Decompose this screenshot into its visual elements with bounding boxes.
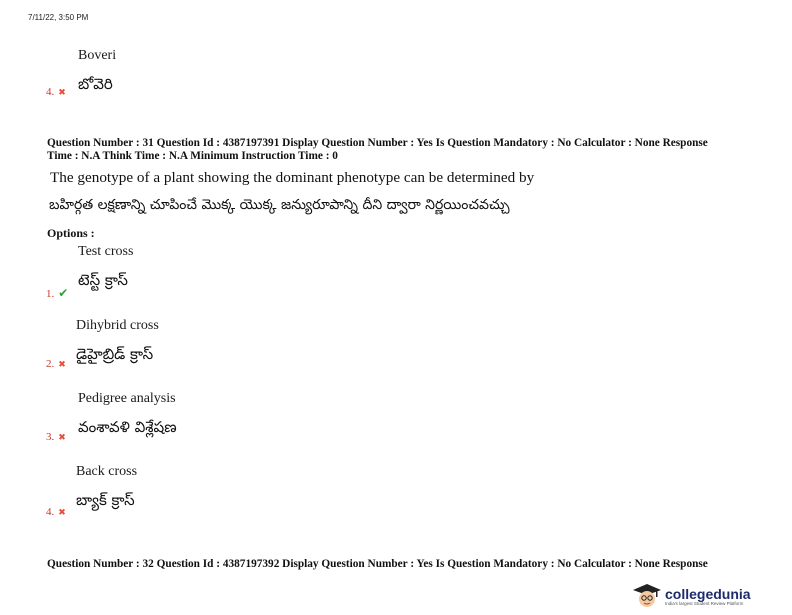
option-4-number: [46, 506, 66, 518]
option-4-english: Back cross: [76, 464, 138, 479]
option-2-english: Dihybrid cross: [76, 318, 159, 333]
brand-tagline: India's largest Student Review Platform: [665, 600, 744, 606]
wrong-mark-icon: ✖: [58, 87, 66, 97]
option-3-number-label: 3.: [46, 431, 55, 443]
option-1-number-label: 1.: [46, 288, 55, 300]
wrong-mark-icon: ✖: [58, 507, 66, 517]
wrong-mark-icon: ✖: [58, 359, 66, 369]
graduate-avatar-icon: [632, 582, 662, 610]
prev-option-number-label: 4.: [46, 86, 55, 98]
print-timestamp: 7/11/22, 3:50 PM: [28, 13, 89, 22]
wrong-mark-icon: ✖: [58, 432, 66, 442]
option-4-number-label: 4.: [46, 506, 55, 518]
prev-option-telugu: బోవెరి: [78, 75, 113, 93]
question-31-meta-line1: Question Number : 31 Question Id : 4387197391 Display Question Number : Yes Is Question Mandatory : No Calculator : None Response: [47, 137, 708, 149]
question-31-meta-line2: Time : N.A Think Time : N.A Minimum Instruction Time : 0: [47, 150, 338, 162]
question-31-meta: [47, 137, 767, 163]
prev-option-english: Boveri: [78, 48, 117, 63]
question-32-meta: Question Number : 32 Question Id : 4387197392 Display Question Number : Yes Is Question Mandatory : No Calculator : None Response: [47, 558, 708, 570]
collegedunia-logo: [632, 580, 792, 612]
option-2-number-label: 2.: [46, 358, 55, 370]
option-3-number: [46, 431, 66, 443]
option-4-telugu: బ్యాక్ క్రాస్: [76, 491, 135, 509]
option-3-telugu: వంశావళి విశ్లేషణ: [78, 418, 177, 436]
correct-mark-icon: ✔: [58, 286, 69, 300]
brand-name: collegedunia: [665, 585, 751, 602]
prev-option-number: [46, 86, 66, 98]
option-2-telugu: డైహైబ్రిడ్ క్రాస్: [76, 345, 154, 363]
option-3-english: Pedigree analysis: [78, 391, 176, 406]
options-label: Options :: [47, 226, 95, 240]
option-2-number: [46, 358, 66, 370]
question-31-text-english: The genotype of a plant showing the dominant phenotype can be determined by: [50, 169, 535, 186]
question-31-text-telugu: బహిర్గత లక్షణాన్ని చూపించే మొక్క యొక్క జన్యురూపాన్ని దీని ద్వారా నిర్ణయించవచ్చు: [49, 197, 510, 213]
option-1-english: Test cross: [78, 244, 134, 259]
option-1-telugu: టెస్ట్ క్రాస్: [78, 271, 128, 289]
option-1-number: [46, 286, 68, 301]
